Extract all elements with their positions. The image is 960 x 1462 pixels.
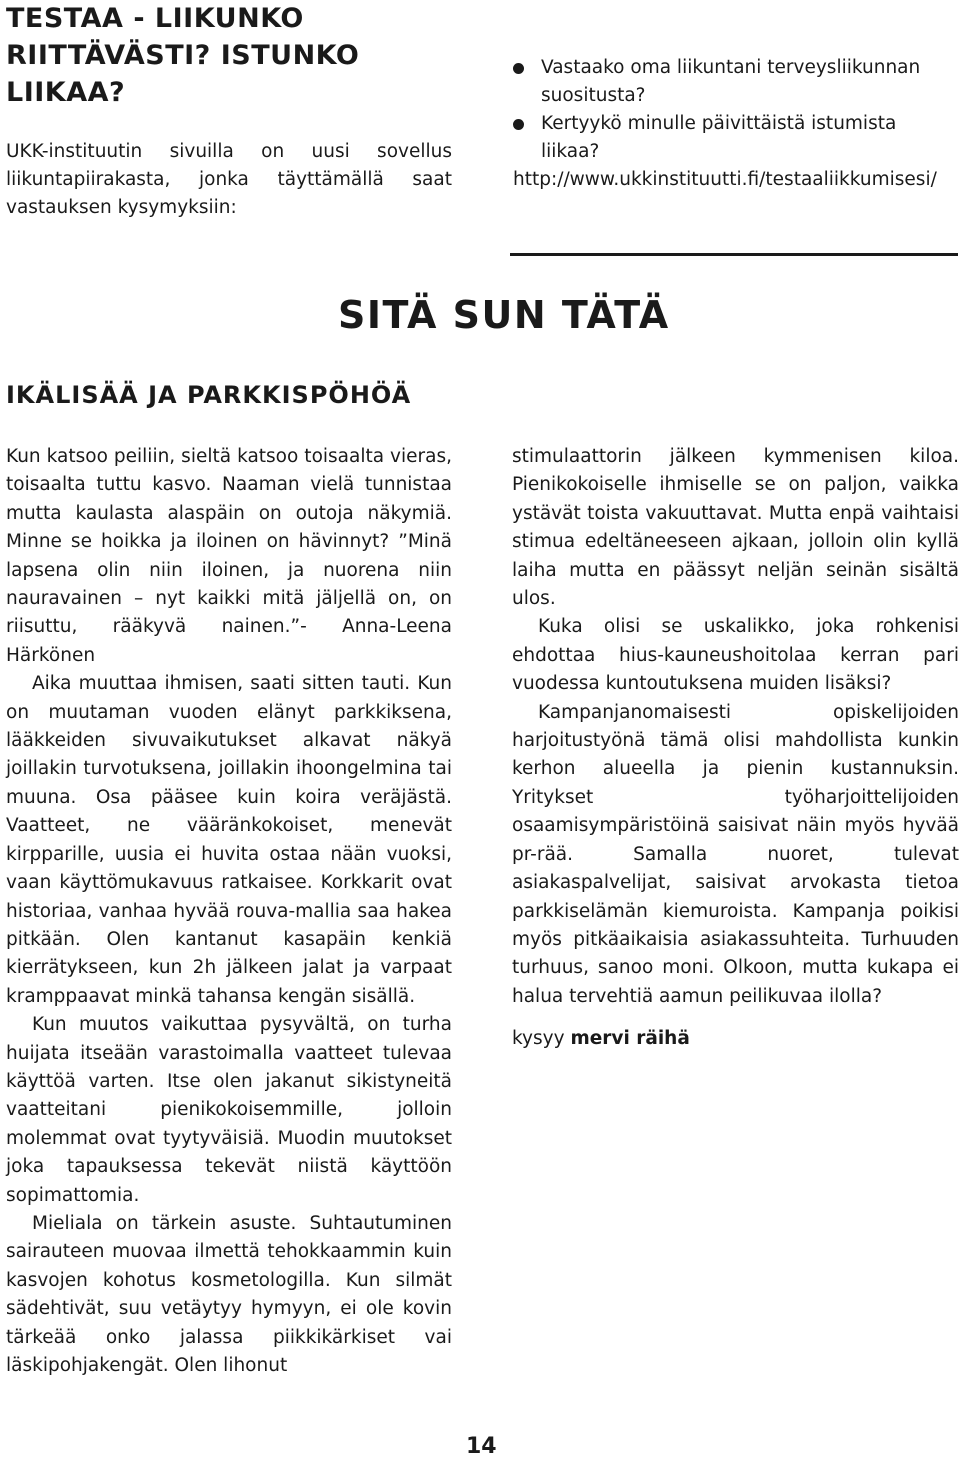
paragraph: stimulaattorin jälkeen kymmenisen kiloa. Pienikokoiselle ihmiselle se on paljon, vaikka ystävät toista vakuuttavat. Mutta enpä vaihtaisi stimua edeltäneeseen ajkaan, jolloin olin kyllä laiha mutta en päässyt neljän seinän sisältä ulos. bbox=[512, 446, 959, 610]
box-title: TESTAA - LIIKUNKO RIITTÄVÄSTI? ISTUNKO LIIKAA? bbox=[6, 3, 360, 108]
article-title: IKÄLISÄÄ JA PARKKISPÖHÖÄ bbox=[6, 381, 412, 409]
paragraph: Kun muutos vaikuttaa pysyvältä, on turha huijata itseään varastoimalla vaatteet tulevaa käyttöä varten. Itse olen jakanut sikistyneitä vaatteitani pienikokoisemmille, jolloin molemmat ovat tyytyväisiä. Muodin muutokset joka tapauksessa tekevät niistä käyttöön sopimattomia. bbox=[6, 1014, 452, 1206]
test-link[interactable]: http://www.ukkinstituutti.fi/testaaliikkumisesi/ bbox=[513, 169, 937, 190]
byline-author: mervi räihä bbox=[570, 1028, 690, 1050]
paragraph: Kuka olisi se uskalikko, joka rohkenisi ehdottaa hius-kauneushoitolaa kerran pari vuodessa kuntoutuksena muiden lisäksi? bbox=[512, 616, 959, 695]
paragraph: Kun katsoo peiliin, sieltä katsoo toisaalta vieras, toisaalta tuttu kasvo. Naaman vielä tunnistaa mutta kaulasta alaspäin on outoja näkymiä. Minne se hoikka ja iloinen on hävinnyt? ”Minä lapsena olin niin iloinen, ja nuorena niin nauravainen – nyt kaikki mitä jäljellä on, on riisuttu, rääkyvä nainen.”- Anna-Leena Härkönen bbox=[6, 446, 452, 666]
section-divider bbox=[510, 253, 958, 256]
paragraph: Aika muuttaa ihmisen, saati sitten tauti. Kun on muutaman vuoden elänyt parkkiksena, lääkkeiden sivuvaikutukset alkavat näkyä joillakin turvotuksena, joillakin ihoongelmina tai muuna. Osa pääsee kuin koira veräjästä. Vaatteet, ne vääränkokoiset, menevät kirpparille, uusia ei huvita ostaa nään vuoksi, vaan käyttömukavuus ratkaisee. Korkkarit ovat historiaa, vanhaa hyvää rouva-mallia saa hakea pitkään. Olen kantanut kasapäin kenkiä kierrätykseen, kun 2h jälkeen jalat ja varpaat kramppaavat minkä tahansa kengän sisällä. bbox=[6, 673, 452, 1007]
article-column-left bbox=[6, 443, 452, 1380]
question-text: Vastaako oma liikuntani terveysliikunnan suositusta? bbox=[541, 57, 921, 106]
bullet-icon bbox=[513, 119, 524, 130]
bullet-icon bbox=[513, 63, 524, 74]
paragraph: Mieliala on tärkein asuste. Suhtautuminen sairauteen muovaa ilmettä tehokkaammin kuin kasvojen kohotus kosmetologilla. Kun silmät sädehtivät, suu vetäytyy hymyyn, ei ole kovin tärkeää onko jalassa piikkikärkiset vai läskipohjakengät. Olen lihonut bbox=[6, 1212, 452, 1376]
page-number: 14 bbox=[466, 1434, 497, 1459]
question-list bbox=[513, 54, 959, 194]
question-item bbox=[513, 110, 959, 166]
article-column-right bbox=[512, 443, 959, 1054]
box-intro: UKK-instituutin sivuilla on uusi sovellus liikuntapiirakasta, jonka täyttämällä saat vastauksen kysymyksiin: bbox=[6, 141, 452, 218]
paragraph: Kampanjanomaisesti opiskelijoiden harjoitustyönä tämä olisi mahdollista kunkin kerhon alueella ja pienin kustannuksin. Yritykset työharjoittelijoiden osaamisympäristöinä saisivat näin myös hyvää pr-rää. Samalla nuoret, tulevat asiakaspalvelijat, saisivat arvokasta tietoa parkkiselämän kiemuroista. Kampanja poikisi myös pitkäaikaisia asiakassuhteita. Turhuuden turhuus, sanoo moni. Olkoon, mutta kukapa ei halua tervehtiä aamun peilikuvaa ilolla? bbox=[512, 701, 959, 1007]
byline bbox=[512, 1025, 959, 1053]
section-title: SITÄ SUN TÄTÄ bbox=[338, 293, 670, 337]
question-text: Kertyykö minulle päivittäistä istumista liikaa? bbox=[541, 113, 897, 162]
question-item bbox=[513, 54, 959, 110]
byline-prefix: kysyy bbox=[512, 1028, 565, 1050]
